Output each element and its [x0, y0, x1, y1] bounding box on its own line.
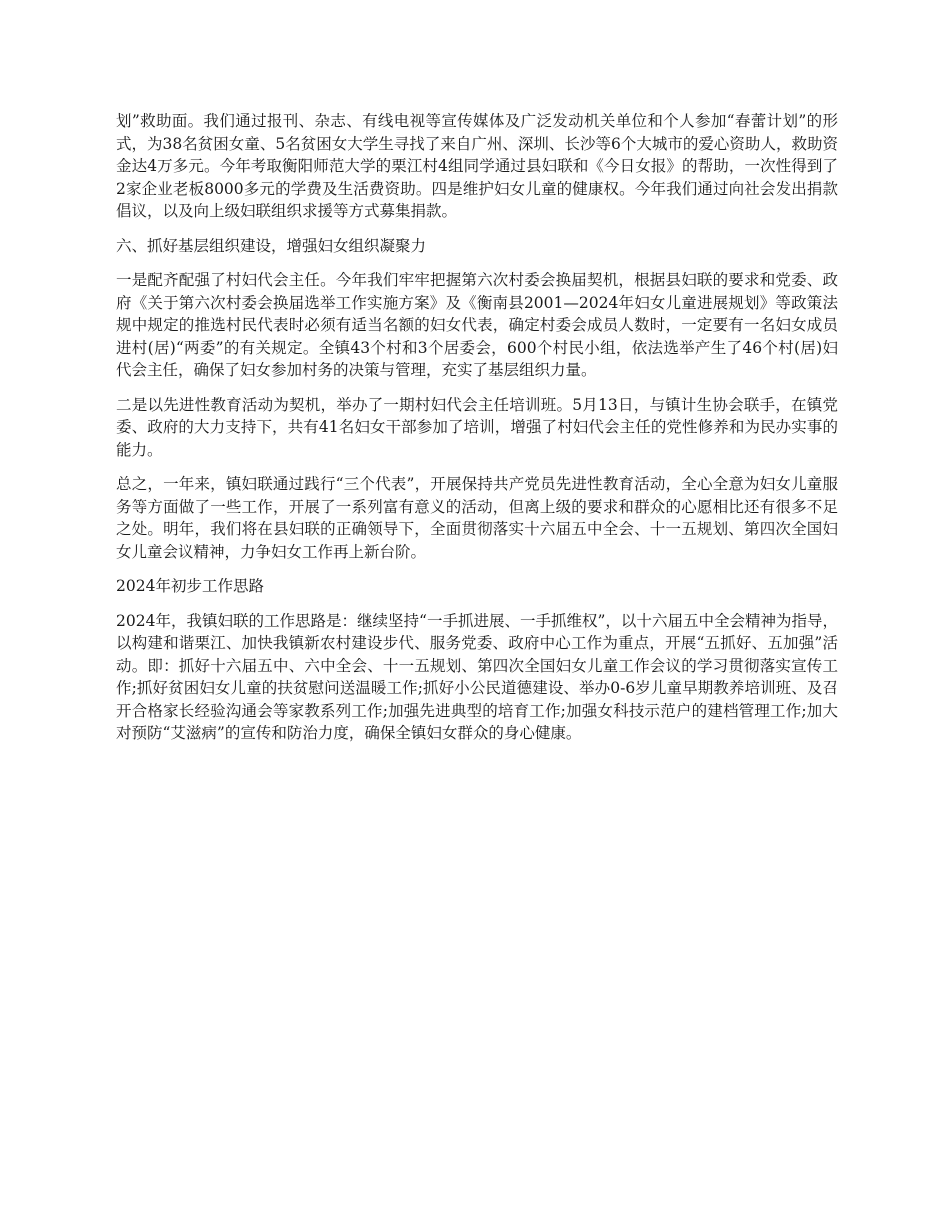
paragraph-training-class: 二是以先进性教育活动为契机，举办了一期村妇代会主任培训班。5月13日，与镇计生协会联手，在镇党委、政府的大力支持下，共有41名妇女干部参加了培训，增强了村妇代会主任的党性修养和为民办实事的能力。 [116, 395, 838, 459]
section-heading-grassroots: 六、抓好基层组织建设，增强妇女组织凝聚力 [116, 236, 427, 255]
paragraph-work-plan: 2024年，我镇妇联的工作思路是：继续坚持“一手抓进展、一手抓维权”，以十六届五中全会精神为指导，以构建和谐栗江、加快我镇新农村建设步代、服务党委、政府中心工作为重点，开展“五抓好、五加强”活动。即：抓好十六届五中、六中全会、十一五规划、第四次全国妇女儿童工作会议的学习贯彻落实宣传工作;抓好贫困妇女儿童的扶贫慰问送温暖工作;抓好小公民道德建设、举办0-6岁儿童早期教养培训班、及召开合格家长经验沟通会等家教系列工作;加强先进典型的培育工作;加强女科技示范户的建档管理工作;加大对预防“艾滋病”的宣传和防治力度，确保全镇妇女群众的身心健康。 [116, 611, 838, 742]
section-heading-plan: 2024年初步工作思路 [116, 577, 264, 595]
paragraph-summary: 总之，一年来，镇妇联通过践行“三个代表”，开展保持共产党员先进性教育活动，全心全意为妇女儿童服务等方面做了一些工作，开展了一系列富有意义的活动，但离上级的要求和群众的心愿相比还有很多不足之处。明年，我们将在县妇联的正确领导下，全面贯彻落实十六届五中全会、十一五规划、第四次全国妇女儿童会议精神，力争妇女工作再上新台阶。 [116, 475, 838, 561]
paragraph-women-aid: 划”救助面。我们通过报刊、杂志、有线电视等宣传媒体及广泛发动机关单位和个人参加“春蕾计划”的形式，为38名贫困女童、5名贫困女大学生寻找了来自广州、深圳、长沙等6个大城市的爱心资助人，救助资金达4万多元。今年考取衡阳师范大学的栗江村4组同学通过县妇联和《今日女报》的帮助，一次性得到了2家企业老板8000多元的学费及生活费资助。四是维护妇女儿童的健康权。今年我们通过向社会发出捐款倡议，以及向上级妇联组织求援等方式募集捐款。 [116, 112, 838, 220]
paragraph-village-director: 一是配齐配强了村妇代会主任。今年我们牢牢把握第六次村委会换届契机，根据县妇联的要求和党委、政府《关于第六次村委会换届选举工作实施方案》及《衡南县2001—2024年妇女儿童进展规划》等政策法规中规定的推选村民代表时必须有适当名额的妇女代表，确定村委会成员人数时，一定要有一名妇女成员进村(居)“两委”的有关规定。全镇43个村和3个居委会，600个村民小组，依法选举产生了46个村(居)妇代会主任，确保了妇女参加村务的决策与管理，充实了基层组织力量。 [116, 271, 838, 379]
document-page [116, 110, 838, 757]
